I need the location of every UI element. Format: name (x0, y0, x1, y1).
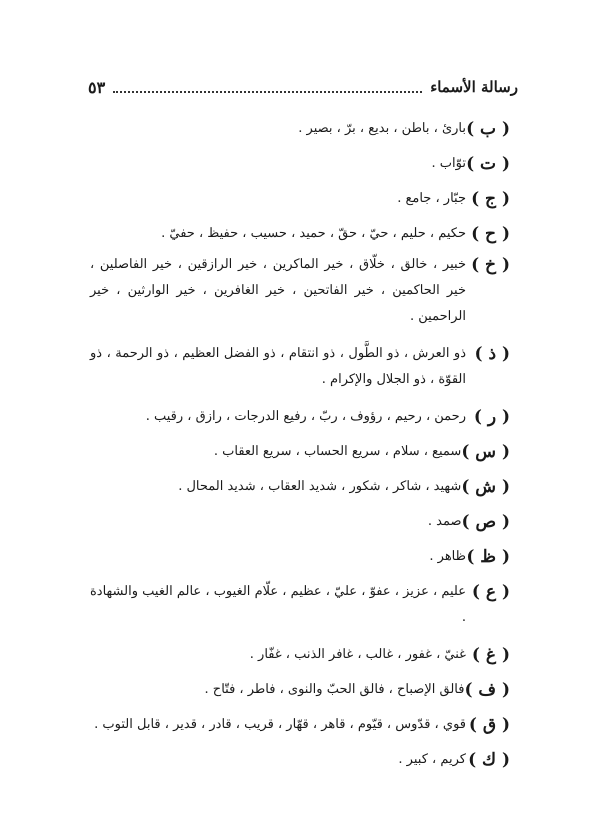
entry-names: ذو العرش ، ذو الطَّول ، ذو انتقام ، ذو الفضل العظيم ، ذو الرحمة ، ذو القوّة ، ذو الجلال والإكرام . (90, 346, 466, 387)
entry-letter: ( ح ) (471, 224, 510, 244)
list-item (90, 747, 510, 773)
list-item (90, 677, 510, 703)
entry-names: رحمن ، رحيم ، رؤوف ، ربّ ، رفيع الدرجات ، رازق ، رقيب . (145, 409, 466, 424)
list-item (90, 404, 510, 430)
entry-names: شهيد ، شاكر ، شكور ، شديد العقاب ، شديد المحال . (178, 479, 462, 494)
entry-letter: ( ظ ) (466, 547, 510, 567)
entry-letter: ( خ ) (471, 255, 510, 275)
entry-names: جبّار ، جامع . (397, 191, 466, 206)
header-title: رسالة الأسماء (430, 78, 518, 96)
entry-names: حكيم ، حليم ، حيّ ، حقّ ، حميد ، حسيب ، حفيظ ، حفيّ . (161, 226, 466, 241)
entry-names: غنيّ ، غفور ، غالب ، غافر الذنب ، غفّار . (249, 647, 466, 662)
entry-letter: ( ق ) (468, 715, 510, 735)
entry-letter: ( ع ) (471, 582, 510, 602)
entry-names: فالق الإصباح ، فالق الحبّ والنوى ، فاطر ، فتّاح . (204, 682, 465, 697)
list-item (90, 341, 510, 393)
list-item (90, 509, 510, 535)
entry-names: خبير ، خالق ، خلّاق ، خير الماكرين ، خير الرازقين ، خير الفاصلين ، خير الحاكمين ، خير الفاتحين ، خير الغافرين ، خير الوارثين ، خير الراحمين . (90, 257, 466, 324)
entry-names: قوي ، قدّوس ، قيّوم ، قاهر ، قهّار ، قريب ، قادر ، قدير ، قابل التوب . (94, 717, 466, 732)
entry-letter: ( ب ) (466, 119, 510, 139)
entry-names: صمد . (427, 514, 462, 529)
list-item (90, 252, 510, 330)
list-item (90, 642, 510, 668)
entry-names: كريم ، كبير . (398, 752, 466, 767)
entry-letter: ( ف ) (464, 680, 510, 700)
list-item (90, 221, 510, 247)
names-list (90, 116, 510, 773)
entry-letter: ( س ) (461, 442, 510, 462)
entry-names: سميع ، سلام ، سريع الحساب ، سريع العقاب . (213, 444, 462, 459)
entry-letter: ( ر ) (473, 407, 510, 427)
entry-letter: ( غ ) (471, 645, 510, 665)
page-number: ٥٣ (88, 77, 106, 97)
entry-letter: ( ص ) (461, 512, 510, 532)
entry-letter: ( ش ) (461, 477, 510, 497)
entry-names: بارئ ، باطن ، بديع ، برّ ، بصير . (298, 121, 466, 136)
list-item (90, 116, 510, 142)
entry-letter: ( ج ) (471, 189, 510, 209)
list-item (90, 712, 510, 738)
list-item (90, 439, 510, 465)
dotted-leader (113, 91, 422, 93)
list-item (90, 544, 510, 570)
entry-letter: ( ت ) (466, 154, 510, 174)
entry-names: عليم ، عزيز ، عفوّ ، عليّ ، عظيم ، علّام الغيوب ، عالم الغيب والشهادة . (90, 584, 466, 625)
entry-letter: ( ذ ) (474, 344, 510, 364)
list-item (90, 579, 510, 631)
running-header (88, 74, 518, 100)
entry-names: توّاب . (431, 156, 466, 171)
list-item (90, 474, 510, 500)
entry-letter: ( ك ) (468, 750, 510, 770)
list-item (90, 151, 510, 177)
entry-names: ظاهر . (429, 549, 466, 564)
list-item (90, 186, 510, 212)
